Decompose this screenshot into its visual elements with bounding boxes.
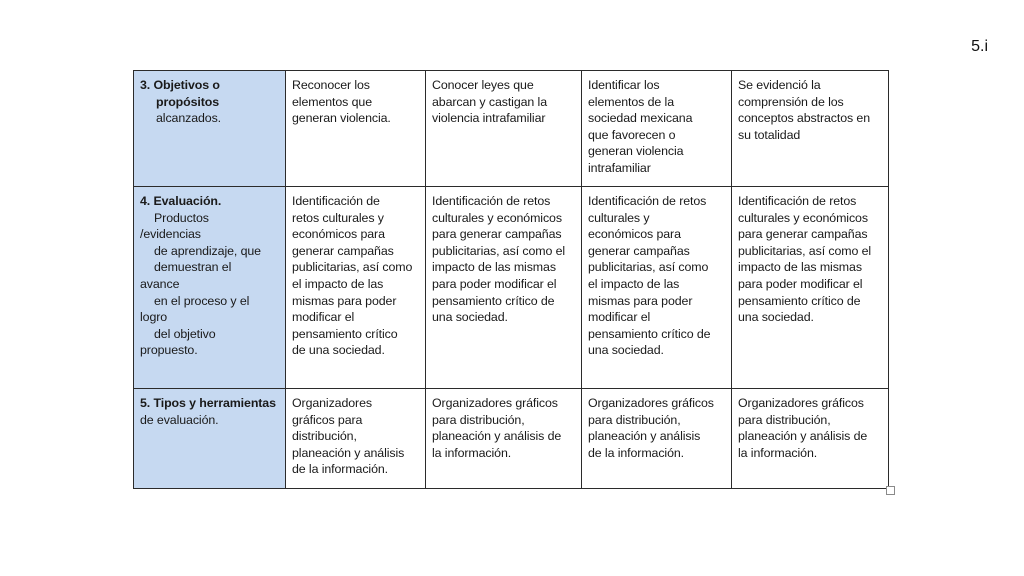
cell-text: Se evidenció la comprensión de los conceptos abstractos en su totalidad: [738, 78, 871, 142]
cell-text: Organizadores gráficos para distribución, planeación y análisis de la información.: [738, 396, 868, 460]
table-cell: [732, 187, 889, 389]
row-header-line: alcanzados.: [156, 111, 222, 126]
table-resize-handle[interactable]: [886, 486, 895, 495]
planning-table: [133, 70, 889, 489]
cell-text: Identificación de retos culturales y económicos para generar campañas publicitarias, así como el impacto de las mismas para poder modificar el pensamiento crítico de una sociedad.: [738, 194, 872, 325]
row-header-line: 3. Objetivos o: [140, 78, 220, 92]
row-header-line: en el proceso y el: [154, 293, 250, 308]
row-header-line: /evidencias: [140, 227, 201, 242]
cell-text: Identificación de retos culturales y económicos para generar campañas publicitarias, así como el impacto de las mismas para poder modificar el pensamiento crítico de una sociedad.: [432, 194, 566, 325]
table-cell: [582, 187, 732, 389]
table-cell: [426, 389, 582, 489]
table-cell: [426, 71, 582, 187]
cell-text: Organizadores gráficos para distribución, planeación y análisis de la información.: [432, 396, 562, 460]
table-cell: [582, 71, 732, 187]
row-header-line: 5. Tipos y herramientas: [140, 396, 276, 410]
row-header-line: propuesto.: [140, 343, 198, 358]
table-cell: [286, 187, 426, 389]
table-row: [134, 71, 889, 187]
table-cell: [582, 389, 732, 489]
row-header-evaluacion: [134, 187, 286, 389]
row-header-line: demuestran el: [154, 260, 232, 275]
row-header-line: Productos: [154, 210, 209, 225]
table-cell: [286, 71, 426, 187]
row-header-line: del objetivo: [154, 326, 216, 341]
row-header-line: de evaluación.: [140, 412, 219, 427]
table-cell: [732, 71, 889, 187]
table-cell: [286, 389, 426, 489]
cell-text: Organizadores gráficos para distribución, planeación y análisis de la información.: [292, 396, 405, 477]
table-cell: [732, 389, 889, 489]
row-header-objetivos: [134, 71, 286, 187]
cell-text: Identificar los elementos de la sociedad mexicana que favorecen o generan violencia intrafamiliar: [588, 78, 693, 175]
row-header-line: de aprendizaje, que: [154, 243, 261, 258]
cell-text: Identificación de retos culturales y económicos para generar campañas publicitarias, así como el impacto de las mismas para poder modificar el pensamiento crítico de una sociedad.: [588, 194, 711, 358]
row-header-line: avance: [140, 276, 180, 291]
cell-text: Conocer leyes que abarcan y castigan la violencia intrafamiliar: [432, 78, 547, 126]
slide-number: 5.i: [971, 38, 988, 55]
table-row: [134, 187, 889, 389]
cell-text: Identificación de retos culturales y económicos para generar campañas publicitarias, así como el impacto de las mismas para poder modificar el pensamiento crítico de una sociedad.: [292, 194, 413, 358]
cell-text: Reconocer los elementos que generan violencia.: [292, 78, 391, 126]
row-header-line: 4. Evaluación.: [140, 194, 222, 208]
table-cell: [426, 187, 582, 389]
row-header-line: propósitos: [156, 94, 220, 109]
row-header-line: logro: [140, 310, 168, 325]
table-row: [134, 389, 889, 489]
row-header-tipos: [134, 389, 286, 489]
cell-text: Organizadores gráficos para distribución, planeación y análisis de la información.: [588, 396, 714, 460]
